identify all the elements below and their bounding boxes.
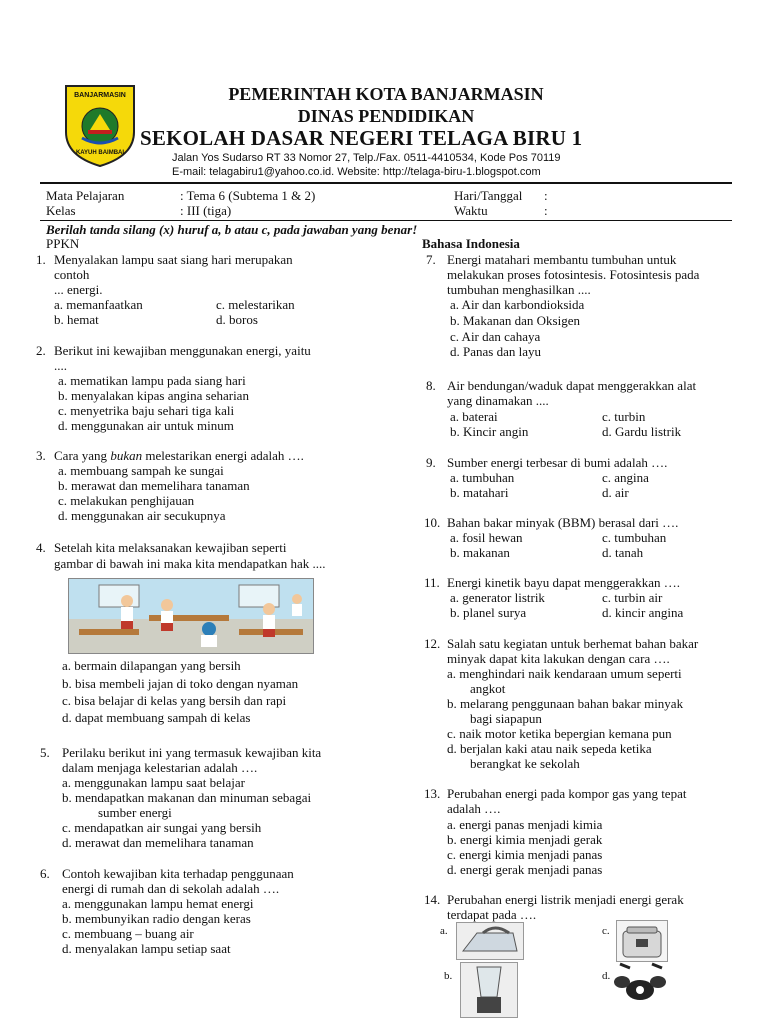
q5-number: 5. (40, 745, 50, 760)
q8-option-b[interactable]: b. Kincir angin (450, 424, 529, 439)
q4-number: 4. (36, 540, 46, 555)
q7-option-d[interactable]: d. Panas dan layu (450, 344, 541, 359)
q13-option-d[interactable]: d. energi gerak menjadi panas (447, 862, 603, 877)
drum-set-picture[interactable] (612, 958, 668, 1004)
q10-option-b[interactable]: b. makanan (450, 545, 510, 560)
header-address: Jalan Yos Sudarso RT 33 Nomor 27, Telp./Fax. 0511-4410534, Kode Pos 70119 (172, 152, 561, 164)
q7-text: Energi matahari membantu tumbuhan untuk (447, 252, 677, 267)
section-ppkn: PPKN (46, 236, 80, 251)
q8-number: 8. (426, 378, 436, 393)
instruction: Berilah tanda silang (x) huruf a, b atau c, pada jawaban yang benar! (46, 222, 418, 237)
q10-option-a[interactable]: a. fosil hewan (450, 530, 523, 545)
q1-text: ... energi. (54, 282, 103, 297)
info-rule (40, 220, 732, 221)
q14-option-a[interactable]: a. (440, 925, 448, 937)
q8-option-a[interactable]: a. baterai (450, 409, 498, 424)
q2-number: 2. (36, 343, 46, 358)
q2-option-a[interactable]: a. mematikan lampu pada siang hari (58, 373, 246, 388)
time-value: : (544, 203, 548, 218)
header-school-name: SEKOLAH DASAR NEGERI TELAGA BIRU 1 (140, 126, 583, 150)
q7-number: 7. (426, 252, 436, 267)
q13-number: 13. (424, 786, 441, 801)
q7-option-c[interactable]: c. Air dan cahaya (450, 329, 541, 344)
classroom-illustration (68, 578, 314, 654)
q9-option-c[interactable]: c. angina (602, 470, 649, 485)
q5-option-c[interactable]: c. mendapatkan air sungai yang bersih (62, 820, 262, 835)
q11-option-c[interactable]: c. turbin air (602, 590, 663, 605)
q2-text: .... (54, 358, 67, 373)
q6-text: energi di rumah dan di sekolah adalah …. (62, 881, 280, 896)
q9-text: Sumber energi terbesar di bumi adalah …. (447, 455, 668, 470)
q7-text: melakukan proses fotosintesis. Fotosintesis pada (447, 267, 700, 282)
q9-option-d[interactable]: d. air (602, 485, 629, 500)
q7-option-b[interactable]: b. Makanan dan Oksigen (450, 313, 580, 328)
day-label: Hari/Tanggal (454, 188, 523, 203)
q12-number: 12. (424, 636, 441, 651)
q9-number: 9. (426, 455, 436, 470)
day-value: : (544, 188, 548, 203)
q11-text: Energi kinetik bayu dapat menggerakkan …. (447, 575, 680, 590)
class-label: Kelas (46, 203, 76, 218)
q3-option-b[interactable]: b. merawat dan memelihara tanaman (58, 478, 250, 493)
subject-label: Mata Pelajaran (46, 188, 125, 203)
q5-option-d[interactable]: d. merawat dan memelihara tanaman (62, 835, 254, 850)
q12-text: Salah satu kegiatan untuk berhemat bahan bakar (447, 636, 699, 651)
q5-option-b-cont: sumber energi (98, 805, 172, 820)
q5-option-a[interactable]: a. menggunakan lampu saat belajar (62, 775, 246, 790)
q14-option-b[interactable]: b. (444, 970, 453, 982)
q8-option-c[interactable]: c. turbin (602, 409, 646, 424)
q12-option-d-cont: berangkat ke sekolah (470, 756, 580, 771)
q7-option-a[interactable]: a. Air dan karbondioksida (450, 297, 585, 312)
q9-option-a[interactable]: a. tumbuhan (450, 470, 515, 485)
q4-text: gambar di bawah ini maka kita mendapatkan hak .... (54, 556, 326, 571)
q14-number: 14. (424, 892, 441, 907)
q2-option-d[interactable]: d. menggunakan air untuk minum (58, 418, 234, 433)
q12-option-d[interactable]: d. berjalan kaki atau naik sepeda ketika (447, 741, 652, 756)
iron-picture[interactable] (456, 922, 524, 960)
q14-text: terdapat pada …. (447, 907, 537, 922)
q13-option-c[interactable]: c. energi kimia menjadi panas (447, 847, 603, 862)
q5-text: Perilaku berikut ini yang termasuk kewajiban kita (62, 745, 322, 760)
logo-text-bottom: KAYUH BAIMBAI (75, 150, 125, 156)
q11-number: 11. (424, 575, 440, 590)
q13-text: Perubahan energi pada kompor gas yang tepat (447, 786, 687, 801)
q12-option-b[interactable]: b. melarang penggunaan bahan bakar minyak (447, 696, 684, 711)
q12-option-c[interactable]: c. naik motor ketika bepergian kemana pun (447, 726, 672, 741)
q1-option-a[interactable]: a. memanfaatkan (54, 297, 143, 312)
q4-option-c[interactable]: c. bisa belajar di kelas yang bersih dan rapi (62, 693, 287, 708)
section-bahasa: Bahasa Indonesia (422, 236, 520, 251)
q5-option-b[interactable]: b. mendapatkan makanan dan minuman sebagai (62, 790, 312, 805)
q6-text: Contoh kewajiban kita terhadap penggunaan (62, 866, 294, 881)
time-label: Waktu (454, 203, 488, 218)
q8-text: yang dinamakan .... (447, 393, 549, 408)
q3-number: 3. (36, 448, 46, 463)
q8-text: Air bendungan/waduk dapat menggerakkan alat (447, 378, 697, 393)
q3-option-a[interactable]: a. membuang sampah ke sungai (58, 463, 224, 478)
header-department: DINAS PENDIDIKAN (297, 106, 475, 126)
q14-option-d[interactable]: d. (602, 970, 611, 982)
q1-text: contoh (54, 267, 90, 282)
q10-number: 10. (424, 515, 441, 530)
q12-option-a-cont: angkot (470, 681, 506, 696)
q7-text: tumbuhan menghasilkan .... (447, 282, 591, 297)
q3-text: Cara yang bukan melestarikan energi adalah …. (54, 448, 304, 463)
q6-option-a[interactable]: a. menggunakan lampu hemat energi (62, 896, 254, 911)
q2-option-b[interactable]: b. menyalakan kipas angina seharian (58, 388, 249, 403)
class-value: : III (tiga) (180, 203, 232, 218)
q3-option-c[interactable]: c. melakukan penghijauan (58, 493, 195, 508)
q8-option-d[interactable]: d. Gardu listrik (602, 424, 682, 439)
blender-picture[interactable] (460, 962, 518, 1018)
q9-option-b[interactable]: b. matahari (450, 485, 509, 500)
q13-option-b[interactable]: b. energi kimia menjadi gerak (447, 832, 603, 847)
q4-option-a[interactable]: a. bermain dilapangan yang bersih (62, 658, 241, 673)
q6-number: 6. (40, 866, 50, 881)
header-rule (40, 182, 732, 184)
q10-option-c[interactable]: c. tumbuhan (602, 530, 667, 545)
logo-text-top: BANJARMASIN (74, 92, 126, 99)
q11-option-b[interactable]: b. planel surya (450, 605, 527, 620)
q4-text: Setelah kita melaksanakan kewajiban seperti (54, 540, 287, 555)
q5-text: dalam menjaga kelestarian adalah …. (62, 760, 258, 775)
q10-option-d[interactable]: d. tanah (602, 545, 644, 560)
q11-option-a[interactable]: a. generator listrik (450, 590, 545, 605)
subject-value: : Tema 6 (Subtema 1 & 2) (180, 188, 316, 203)
q12-option-b-cont: bagi siapapun (470, 711, 542, 726)
header-contact: E-mail: telagabiru1@yahoo.co.id. Website: http://telaga-biru-1.blogspot.com (172, 166, 541, 178)
q12-text: minyak dapat kita lakukan dengan cara …. (447, 651, 670, 666)
q2-option-c[interactable]: c. menyetrika baju sehari tiga kali (58, 403, 235, 418)
q14-option-c[interactable]: c. (602, 925, 610, 937)
q2-text: Berikut ini kewajiban menggunakan energi, yaitu (54, 343, 311, 358)
q14-text: Perubahan energi listrik menjadi energi gerak (447, 892, 684, 907)
q1-number: 1. (36, 252, 46, 267)
q3-option-d[interactable]: d. menggunakan air secukupnya (58, 508, 226, 523)
q1-option-b[interactable]: b. hemat (54, 312, 99, 327)
q13-option-a[interactable]: a. energi panas menjadi kimia (447, 817, 603, 832)
q4-option-d[interactable]: d. dapat membuang sampah di kelas (62, 710, 251, 725)
q1-text: Menyalakan lampu saat siang hari merupakan (54, 252, 293, 267)
q1-option-d[interactable]: d. boros (216, 312, 258, 327)
q4-option-b[interactable]: b. bisa membeli jajan di toko dengan nyaman (62, 676, 299, 691)
rice-cooker-picture[interactable] (616, 920, 668, 962)
header-government: PEMERINTAH KOTA BANJARMASIN (228, 84, 544, 104)
q10-text: Bahan bakar minyak (BBM) berasal dari …. (447, 515, 679, 530)
q6-option-d[interactable]: d. menyalakan lampu setiap saat (62, 941, 231, 956)
q13-text: adalah …. (447, 801, 501, 816)
q6-option-b[interactable]: b. membunyikan radio dengan keras (62, 911, 251, 926)
q12-option-a[interactable]: a. menghindari naik kendaraan umum seperti (447, 666, 682, 681)
q11-option-d[interactable]: d. kincir angina (602, 605, 684, 620)
q1-option-c[interactable]: c. melestarikan (216, 297, 295, 312)
q6-option-c[interactable]: c. membuang – buang air (62, 926, 194, 941)
